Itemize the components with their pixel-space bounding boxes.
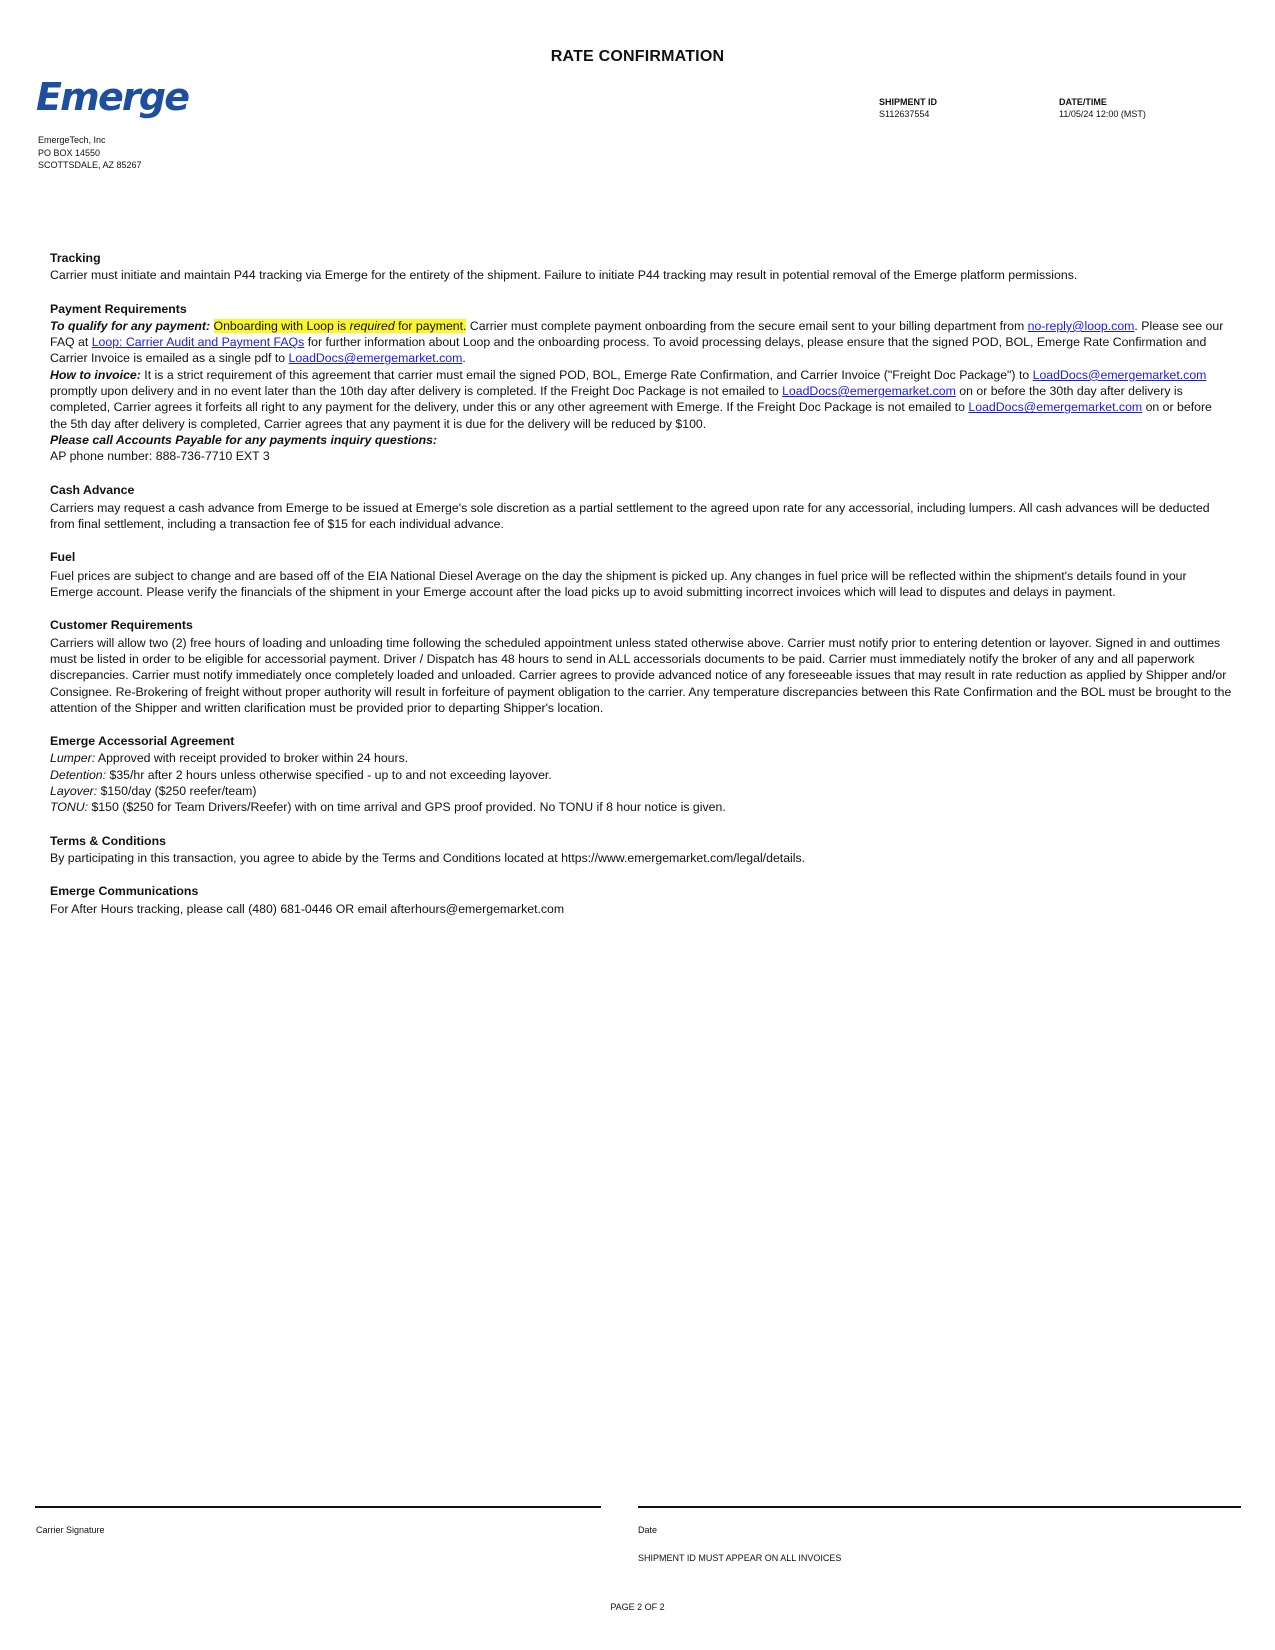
terms-text: By participating in this transaction, you agree to abide by the Terms and Conditions located at https://www.emergemarket.com/legal/details. bbox=[50, 850, 806, 865]
date-label: Date bbox=[638, 1525, 658, 1535]
tracking-text: Carrier must initiate and maintain P44 tracking via Emerge for the entirety of the shipment. Failure to initiate P44 tracking may result in potential removal of the Emerge platform permissions. bbox=[50, 268, 1078, 283]
payment-text-a: Carrier must complete payment onboarding from the secure email sent to your billing department from bbox=[466, 318, 1028, 333]
highlight-text-b: for payment. bbox=[394, 318, 467, 333]
invoice-label: How to invoice: bbox=[50, 367, 141, 382]
invoice-paragraph bbox=[50, 367, 1232, 432]
accessorial-label: Lumper: bbox=[50, 751, 96, 766]
terms-content bbox=[50, 250, 1232, 934]
fuel-section bbox=[50, 549, 1232, 600]
accessorial-item bbox=[50, 783, 1232, 799]
loop-email-link[interactable]: no-reply@loop.com bbox=[1027, 318, 1135, 333]
loaddocs-email-link[interactable]: LoadDocs@emergemarket.com bbox=[782, 384, 956, 399]
loop-required-highlight bbox=[214, 319, 467, 333]
cash-advance-section bbox=[50, 482, 1232, 533]
accessorial-text: $35/hr after 2 hours unless otherwise specified - up to and not exceeding layover. bbox=[106, 767, 552, 782]
customer-requirements-section bbox=[50, 617, 1232, 716]
invoice-text-d: on or before the 5th day after delivery is completed, Carrier agrees that any payment it is due for the delivery will be reduced by $100. bbox=[50, 400, 1212, 431]
shipment-id-value: S112637554 bbox=[879, 108, 930, 119]
ap-phone-text: AP phone number: 888-736-7710 EXT 3 bbox=[50, 449, 270, 464]
payment-qualify-paragraph bbox=[50, 318, 1232, 367]
accessorial-item bbox=[50, 767, 1232, 783]
page-title: RATE CONFIRMATION bbox=[550, 48, 725, 65]
communications-text: For After Hours tracking, please call (480) 681-0446 OR email afterhours@emergemarket.com bbox=[50, 901, 565, 916]
datetime-block bbox=[1059, 97, 1146, 120]
accessorial-label: TONU: bbox=[50, 800, 89, 815]
customer-requirements-text: Carriers will allow two (2) free hours of loading and unloading time following the scheduled appointment unless stated otherwise above. Carrier must notify prior to entering detention or layover. Signed in and outtimes must be listed in order to be eligible for accessorial payment. Driver / Dispatch has 48 hours to send in ALL accessorials documents to be paid. Carrier must immediately notify the broker of any and all paperwork discrepancies. Carrier must notify immediately once completely loaded and unloaded. Carrier agrees to provide advanced notice of any foreseeable issues that may result in rate reduction as applied by Shipper and/or Consignee. Re-Brokering of freight without proper authority will result in forfeiture of payment obligation to the carrier. Any temperature discrepancies between this Rate Confirmation and the BOL must be brought to the attention of the Shipper and written clarification must be provided prior to departing Shipper's location. bbox=[50, 635, 1232, 715]
invoice-notice: SHIPMENT ID MUST APPEAR ON ALL INVOICES bbox=[638, 1553, 842, 1563]
payment-text-c: for further information about Loop and the onboarding process. To avoid processing delays, please ensure that the signed POD, BOL, Emerge Rate Confirmation and Carrier Invoice is emailed as a single pdf to bbox=[50, 335, 1207, 366]
accessorial-item bbox=[50, 799, 1232, 815]
payment-text-d: . bbox=[462, 351, 466, 366]
communications-heading: Emerge Communications bbox=[50, 884, 199, 899]
customer-requirements-heading: Customer Requirements bbox=[50, 618, 193, 633]
date-signature-line bbox=[638, 1506, 1241, 1508]
datetime-value: 11/05/24 12:00 (MST) bbox=[1059, 108, 1146, 119]
invoice-text-c: on or before the 30th day after delivery is completed, Carrier agrees it forfeits all right to any payment for the delivery, under this or any other agreement with Emerge. If the Freight Doc Package is not emailed to bbox=[50, 384, 1183, 415]
terms-heading: Terms & Conditions bbox=[50, 833, 166, 848]
accessorial-section bbox=[50, 733, 1232, 815]
cash-advance-text: Carriers may request a cash advance from Emerge to be issued at Emerge's sole discretion as a partial settlement to the agreed upon rate for any accessorial, including lumpers. All cash advances will be deducted from final settlement, including a transaction fee of $15 for each individual advance. bbox=[50, 500, 1210, 532]
carrier-signature-label: Carrier Signature bbox=[36, 1525, 105, 1535]
accessorial-label: Detention: bbox=[50, 767, 107, 782]
accessorial-text: $150 ($250 for Team Drivers/Reefer) with on time arrival and GPS proof provided. No TONU if 8 hour notice is given. bbox=[88, 800, 726, 815]
highlight-emphasis: required bbox=[349, 318, 395, 333]
fuel-text: Fuel prices are subject to change and are based off of the EIA National Diesel Average on the day the shipment is picked up. Any changes in fuel price will be reflected within the shipment's details found in your Emerge account. Please verify the financials of the shipment in your Emerge account after the load picks up to avoid submitting incorrect invoices which will lead to disputes and delays in payment. bbox=[50, 568, 1187, 600]
page-number: PAGE 2 OF 2 bbox=[610, 1602, 665, 1612]
company-address bbox=[38, 134, 142, 172]
emerge-logo: Emerge bbox=[36, 75, 189, 119]
loop-faq-link[interactable]: Loop: Carrier Audit and Payment FAQs bbox=[91, 335, 305, 350]
shipment-id-label: SHIPMENT ID bbox=[879, 97, 938, 107]
invoice-text-a: It is a strict requirement of this agreement that carrier must email the signed POD, BOL, Emerge Rate Confirmation, and Carrier Invoice ("Freight Doc Package") to bbox=[140, 367, 1033, 382]
highlight-text-a: Onboarding with Loop is bbox=[213, 318, 350, 333]
accessorial-heading: Emerge Accessorial Agreement bbox=[50, 734, 235, 749]
carrier-signature-line bbox=[35, 1506, 601, 1508]
loaddocs-email-link[interactable]: LoadDocs@emergemarket.com bbox=[968, 400, 1143, 415]
payment-section bbox=[50, 301, 1232, 465]
company-name: EmergeTech, Inc bbox=[38, 135, 106, 145]
tracking-heading: Tracking bbox=[50, 251, 101, 265]
loaddocs-email-link[interactable]: LoadDocs@emergemarket.com bbox=[288, 351, 463, 366]
cash-advance-heading: Cash Advance bbox=[50, 482, 135, 497]
communications-section bbox=[50, 883, 1232, 917]
ap-call-text: Please call Accounts Payable for any payments inquiry questions: bbox=[50, 432, 438, 447]
invoice-text-b: promptly upon delivery and in no event later than the 10th day after delivery is completed. If the Freight Doc Package is not emailed to bbox=[50, 384, 783, 399]
accessorial-text: Approved with receipt provided to broker within 24 hours. bbox=[95, 751, 409, 766]
tracking-section bbox=[50, 250, 1232, 284]
fuel-heading: Fuel bbox=[50, 550, 76, 565]
payment-text-b: . Please see our FAQ at bbox=[50, 318, 1224, 350]
payment-heading: Payment Requirements bbox=[50, 301, 187, 316]
accessorial-item bbox=[50, 750, 1232, 766]
shipment-id-block bbox=[879, 97, 937, 120]
datetime-label: DATE/TIME bbox=[1059, 97, 1107, 107]
loaddocs-email-link[interactable]: LoadDocs@emergemarket.com bbox=[1032, 367, 1207, 382]
qualify-label: To qualify for any payment: bbox=[50, 318, 211, 333]
terms-section bbox=[50, 833, 1232, 867]
accessorial-label: Layover: bbox=[50, 784, 98, 799]
company-po-box: PO BOX 14550 bbox=[38, 147, 101, 158]
company-city: SCOTTSDALE, AZ 85267 bbox=[38, 160, 142, 170]
accessorial-text: $150/day ($250 reefer/team) bbox=[97, 784, 257, 799]
